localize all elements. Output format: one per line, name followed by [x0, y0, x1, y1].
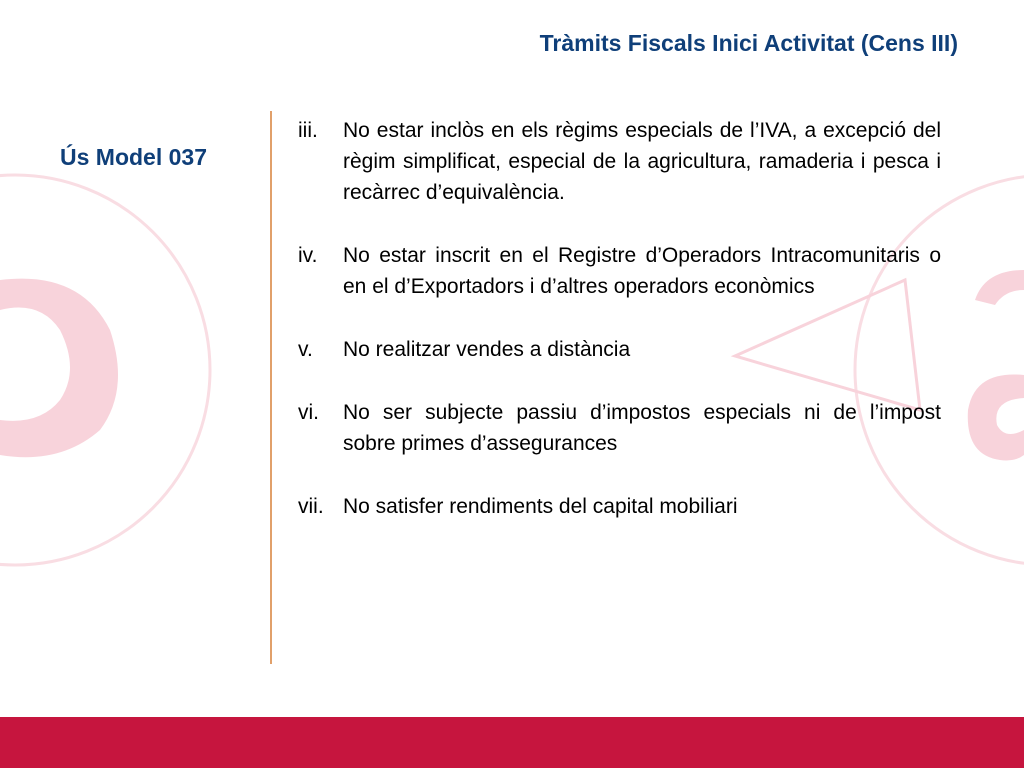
list-item	[298, 334, 941, 365]
list-item-text: No estar inclòs en els règims especials de l’IVA, a excepció del règim simplificat, especial de la agricultura, ramaderia i pesca i recàrrec d’equivalència.	[343, 119, 941, 204]
list-item-text: No estar inscrit en el Registre d’Operadors Intracomunitaris o en el d’Exportadors i d’altres operadors econòmics	[343, 244, 941, 298]
list-item-number: vi.	[298, 401, 319, 424]
list-item	[298, 397, 941, 459]
slide-title: Tràmits Fiscals Inici Activitat (Cens III)	[539, 30, 958, 56]
list-item-number: iv.	[298, 244, 318, 267]
section-heading: Ús Model 037	[60, 144, 207, 170]
footer-bar	[0, 717, 1024, 768]
list-item-number: vii.	[298, 495, 324, 518]
list-item	[298, 240, 941, 302]
right-watermark-glyph	[968, 270, 1024, 460]
list-item-number: iii.	[298, 119, 318, 142]
list-item-text: No realitzar vendes a distància	[343, 338, 631, 361]
list-item	[298, 491, 941, 522]
left-watermark-glyph	[0, 279, 118, 458]
list-item-number: v.	[298, 338, 313, 361]
list-item-text: No satisfer rendiments del capital mobiliari	[343, 495, 738, 518]
list-item-text: No ser subjecte passiu d’impostos especials ni de l’impost sobre primes d’assegurances	[343, 401, 941, 455]
list-item	[298, 115, 941, 208]
requirements-list	[298, 115, 941, 554]
vertical-divider	[270, 111, 272, 664]
